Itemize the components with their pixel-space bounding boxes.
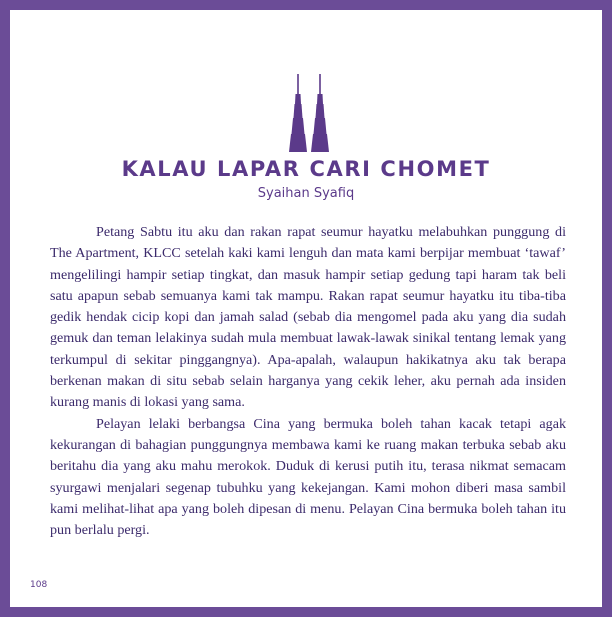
article-title: KALAU LAPAR CARI CHOMET	[121, 157, 491, 181]
paragraph: Petang Sabtu itu aku dan rakan rapat seumur hayatku melabuhkan punggung di The Apartment, KLCC setelah kaki kami lenguh dan mata kami berpijar membuat ‘tawaf’ mengelilingi hampir setiap tingkat, dan masuk hampir setiap gedung tapi haram tak beli satu apapun sebab semuanya kami tak mampu. Rakan rapat seumur hayatku itu tiba-tiba gedik hendak cicip kopi dan jamah salad (sebab dia mengomel pada aku yang dia sudah gemuk dan teman lelakinya sudah mula membuat lawak-lawak sinikal tentang lemak yang terkumpul di sekitar pinggangnya). Apa-apalah, walaupun hakikatnya aku tak berapa berkenan makan di situ sebab selain harganya yang cekik leher, aku pernah ada insiden kurang manis di lokasi yang sama.	[50, 224, 566, 411]
paragraph: Pelayan lelaki berbangsa Cina yang bermuka boleh tahan kacak tetapi agak kekurangan di bahagian punggungnya membawa kami ke ruang makan terbuka sebab aku beritahu dia yang aku mahu merokok. Duduk di kerusi putih itu, terasa nikmat semacam syurgawi menjalari segenap tubuhku yang kekejangan. Kami mohon diberi masa sambil kami melihat-lihat apa yang boleh dipesan di menu. Pelayan Cina bermuka boleh tahan itu pun berlalu pergi.	[50, 415, 566, 539]
book-page	[10, 10, 602, 607]
twin-towers-icon	[278, 72, 338, 152]
page-number: 108	[30, 580, 48, 590]
article-body	[50, 222, 566, 541]
article-author: Syaihan Syafiq	[257, 186, 355, 201]
